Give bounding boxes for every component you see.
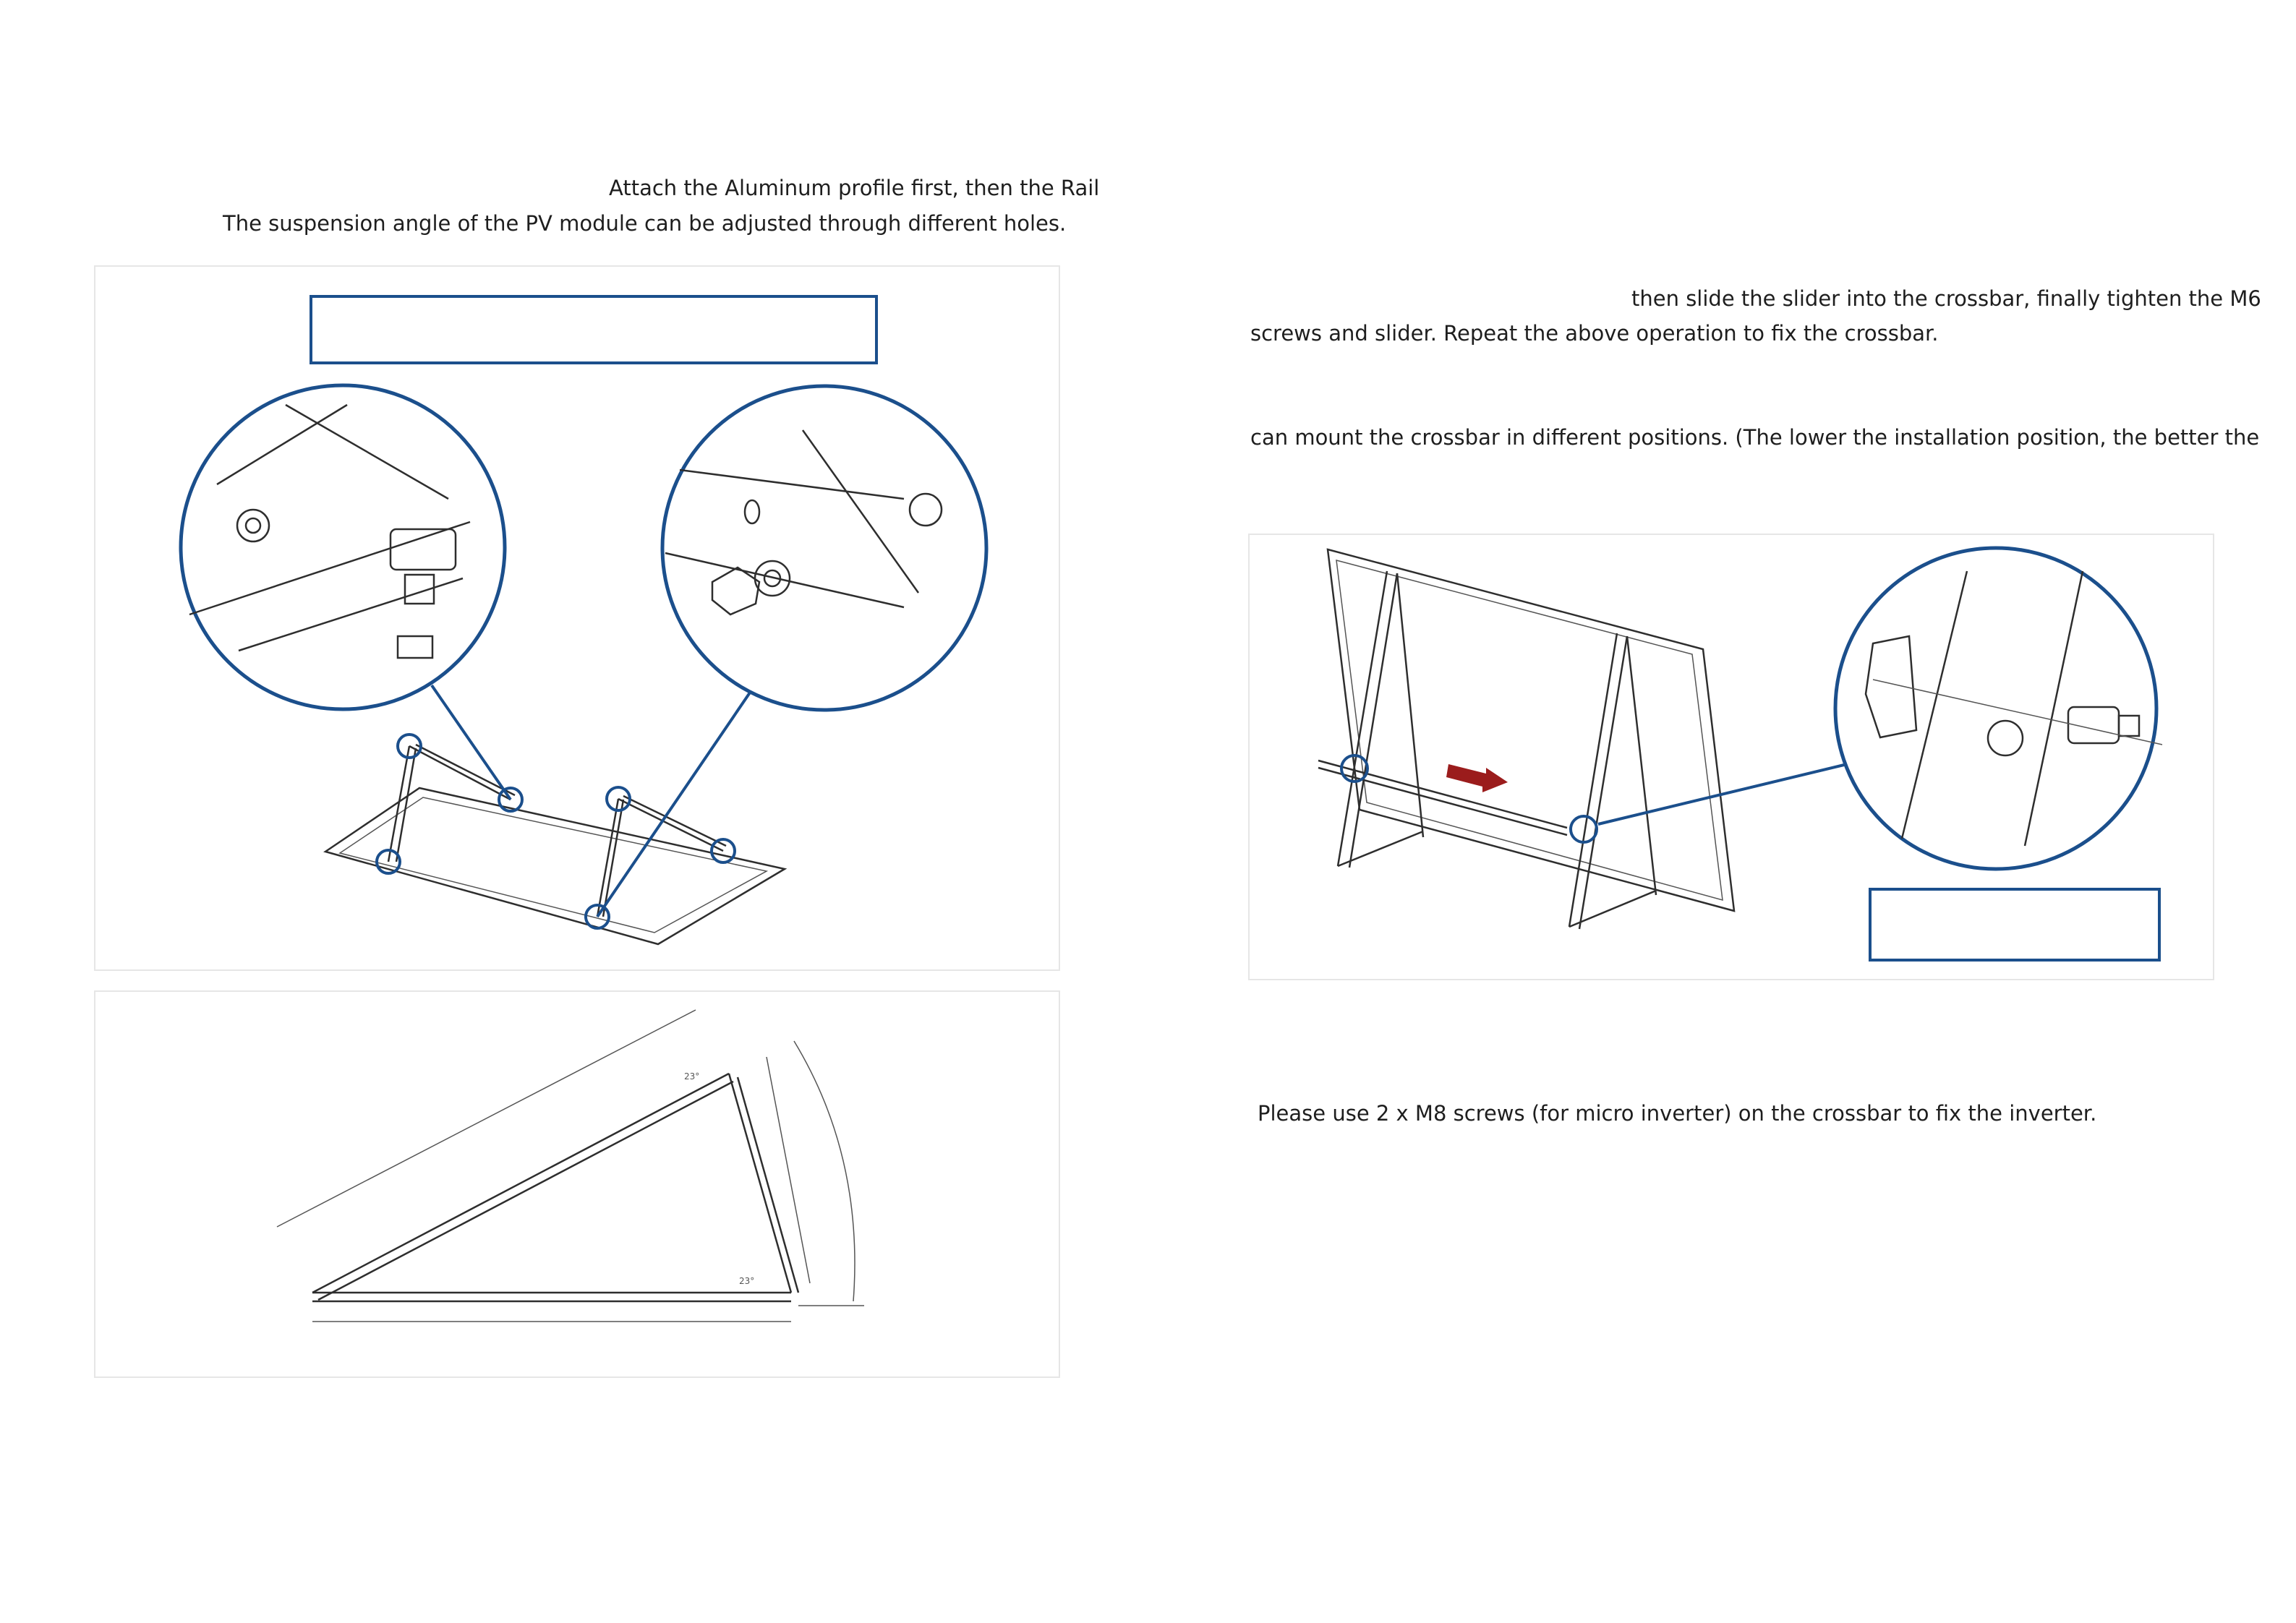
left-instruction-line-2: The suspension angle of the PV module can be adjusted through different holes.: [223, 211, 1067, 236]
bolt-detail-zoom-right: [662, 386, 986, 710]
slider-detail-zoom: [1835, 548, 2162, 869]
angle-label-bottom: 23°: [739, 1276, 755, 1286]
crossbar-joint-markers: [1341, 755, 1597, 842]
right-instruction-line-1: then slide the slider into the crossbar, finally tighten the M6: [1631, 286, 2261, 311]
slide-direction-arrow: [1446, 764, 1508, 792]
right-instruction-line-4: Please use 2 x M8 screws (for micro inverter) on the crossbar to fix the inverter.: [1258, 1101, 2097, 1126]
bolt-detail-zoom-left: [181, 385, 505, 709]
right-instruction-line-2: screws and slider. Repeat the above operation to fix the crossbar.: [1250, 321, 1939, 346]
stand-and-panel-drawing: [1318, 549, 1734, 929]
joint-markers: [377, 735, 735, 928]
left-instruction-line-1: Attach the Aluminum profile first, then the Rail: [609, 176, 1100, 200]
right-instruction-line-3: can mount the crossbar in different positions. (The lower the installation position, the better the: [1250, 425, 2260, 450]
angle-diagram-drawing: [277, 1010, 864, 1322]
angle-label-top: 23°: [684, 1071, 700, 1082]
pv-frame-drawing: [325, 745, 785, 944]
